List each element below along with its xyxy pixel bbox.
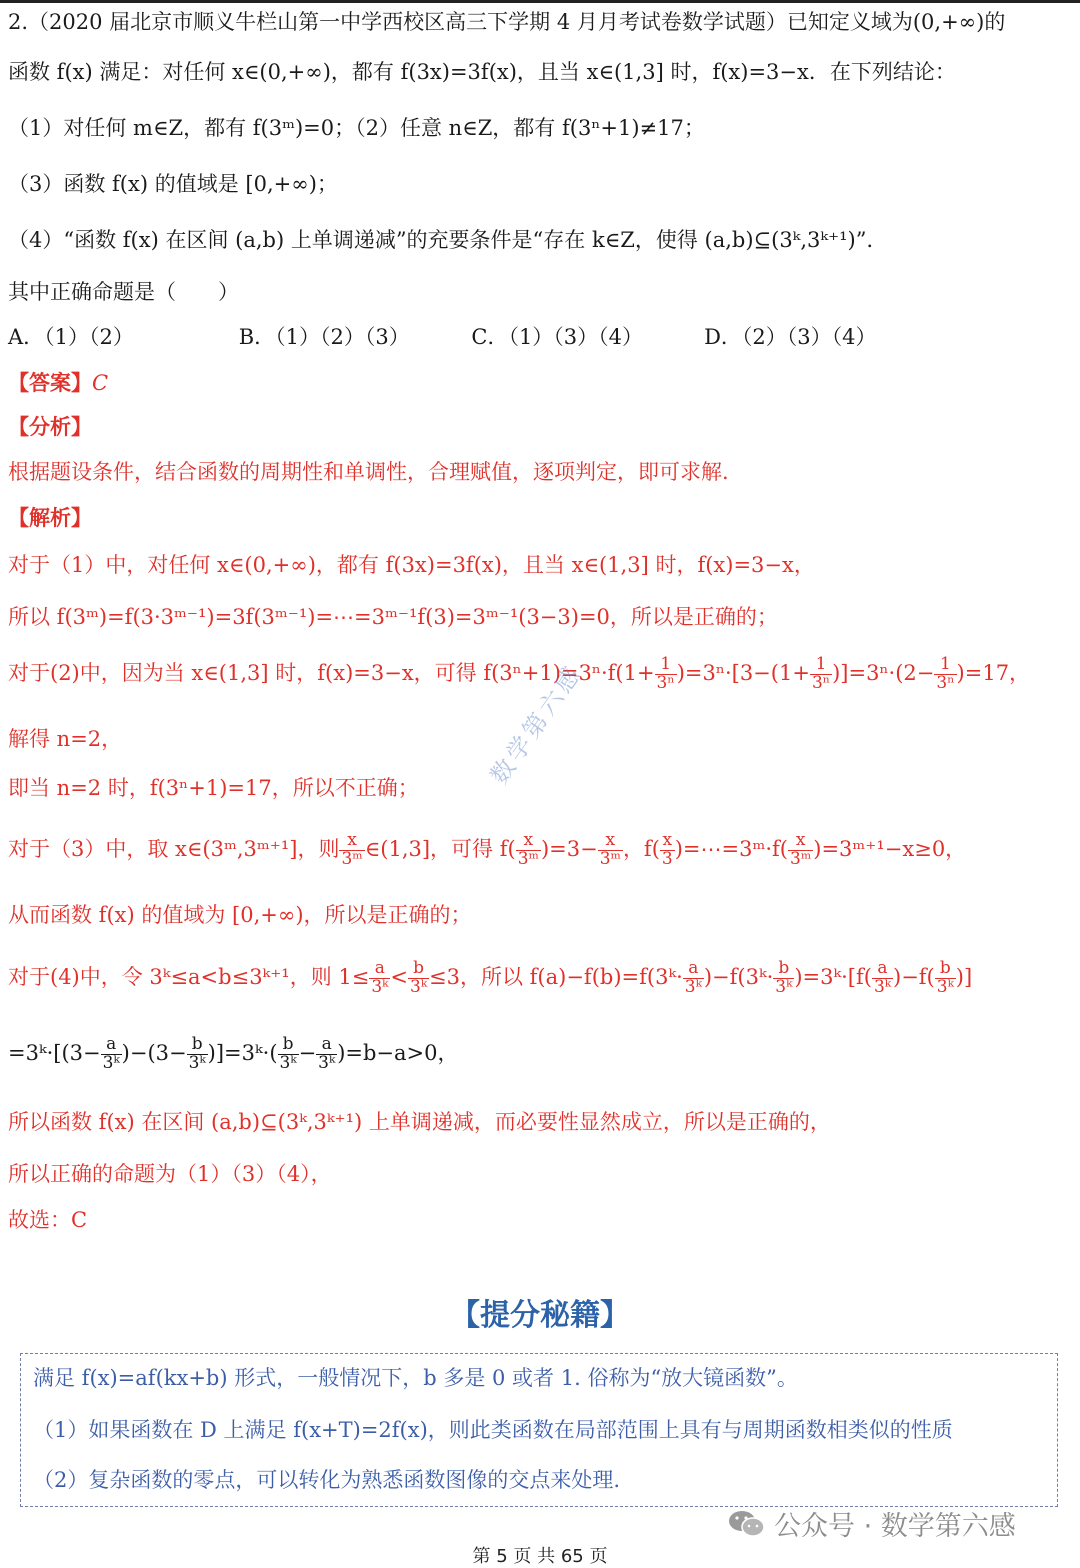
fraction: $\frac{a}{\text{3ᵏ}}$ (684, 958, 702, 997)
solution-line-1: 对于（1）中，对任何 x∈(0,+∞)，都有 f(3x)=3f(x)，且当 x∈(1,3] 时，f(x)=3−x， (8, 553, 815, 577)
fraction: $\frac{a}{\text{3ᵏ}}$ (371, 958, 389, 997)
question-line-4: （3）函数 f(x) 的值域是 [0,+∞)； (8, 172, 338, 196)
fraction: $\frac{b}{\text{3ᵏ}}$ (410, 958, 428, 997)
fraction: $\frac{b}{\text{3ᵏ}}$ (279, 1034, 297, 1073)
question-line-3: （1）对任何 m∈Z，都有 f(3ᵐ)=0；（2）任意 n∈Z，都有 f(3ⁿ+1)≠17； (8, 116, 705, 140)
top-rule (0, 0, 1080, 3)
tips-title: 【提分秘籍】 (450, 1298, 630, 1333)
question-line-6: 其中正确命题是（ ） (8, 280, 239, 304)
solution-line-5: 即当 n=2 时，f(3ⁿ+1)=17，所以不正确； (8, 776, 419, 800)
tip-line-2: （1）如果函数在 D 上满足 f(x+T)=2f(x)，则此类函数在局部范围上具有与周期函数相类似的性质 (33, 1418, 953, 1442)
tip-line-1: 满足 f(x)=af(kx+b) 形式，一般情况下，b 多是 0 或者 1. 俗称为“放大镜函数”。 (33, 1366, 798, 1390)
answer-row (8, 370, 108, 396)
analysis-text: 根据题设条件，结合函数的周期性和单调性，合理赋值，逐项判定，即可求解. (8, 460, 729, 484)
fraction: $\frac{1}{\text{3ⁿ}}$ (936, 654, 955, 693)
option-c: C．（1）（3）（4） (471, 325, 644, 349)
solution-line-7: 从而函数 f(x) 的值域为 [0,+∞)，所以是正确的； (8, 903, 472, 927)
tips-box (20, 1353, 1058, 1507)
solution-line-4: 解得 n=2， (8, 727, 123, 751)
fraction: $\frac{x}{3}$ (661, 830, 673, 869)
fraction: $\frac{b}{\text{3ᵏ}}$ (775, 958, 793, 997)
question-line-5: （4）“函数 f(x) 在区间 (a,b) 上单调递减”的充要条件是“存在 k∈Z，使得 (a,b)⊆(3ᵏ,3ᵏ⁺¹)”． (8, 228, 888, 252)
option-a: A．（1）（2） (8, 325, 134, 349)
wechat-icon (728, 1509, 766, 1546)
watermark-text: 数学第六感 (484, 658, 589, 790)
solution-label: 【解析】 (8, 505, 92, 530)
solution-line-8: 对于(4)中，令 3ᵏ≤a<b≤3ᵏ⁺¹，则 1≤ $\frac{a}{\text{3ᵏ}}$ < $\frac{b}{\text{3ᵏ}}$ ≤3，所以 f(a)−f(b)=f(3ᵏ· $\frac{a}{\text{3ᵏ}}$ )−f(3ᵏ· $\frac{b}{\text{3ᵏ}}$ )=3ᵏ·[f( $\frac{a}{\text{3ᵏ}}$ )−f( $\frac{b}{\text{3ᵏ}}$ )] (8, 958, 973, 997)
solution-line-11: 所以正确的命题为（1）（3）（4）， (8, 1162, 332, 1186)
question-line-2: 函数 f(x) 满足：对任何 x∈(0,+∞)，都有 f(3x)=3f(x)，且当 x∈(1,3] 时，f(x)=3−x．在下列结论： (8, 60, 956, 84)
page-footer: 第 5 页 共 65 页 (472, 1546, 608, 1567)
fraction: $\frac{a}{\text{3ᵏ}}$ (318, 1034, 336, 1073)
fraction: $\frac{x}{\text{3ᵐ}}$ (517, 830, 539, 869)
fraction: $\frac{a}{\text{3ᵏ}}$ (102, 1034, 120, 1073)
fraction: $\frac{1}{\text{3ⁿ}}$ (656, 654, 675, 693)
solution-line-6: 对于（3）中，取 x∈(3ᵐ,3ᵐ⁺¹]，则 $\frac{x}{\text{3ᵐ}}$ ∈(1,3]，可得 f( $\frac{x}{\text{3ᵐ}}$ )=3− $\frac{x}{\text{3ᵐ}}$ ，f( $\frac{x}{3}$ )=⋯=3ᵐ·f( $\frac{x}{\text{3ᵐ}}$ )=3ᵐ⁺¹−x≥0， (8, 830, 967, 869)
options-row (8, 325, 876, 350)
solution-line-10: 所以函数 f(x) 在区间 (a,b)⊆(3ᵏ,3ᵏ⁺¹) 上单调递减，而必要性显然成立，所以是正确的， (8, 1110, 831, 1134)
fraction: $\frac{b}{\text{3ᵏ}}$ (936, 958, 954, 997)
fraction: $\frac{a}{\text{3ᵏ}}$ (873, 958, 891, 997)
answer-label: 【答案】 (8, 370, 92, 395)
fraction: $\frac{x}{\text{3ᵐ}}$ (790, 830, 812, 869)
solution-line-2: 所以 f(3ᵐ)=f(3·3ᵐ⁻¹)=3f(3ᵐ⁻¹)=⋯=3ᵐ⁻¹f(3)=3ᵐ⁻¹(3−3)=0，所以是正确的； (8, 605, 778, 629)
answer-value: C (92, 371, 109, 395)
solution-line-3: 对于(2)中，因为当 x∈(1,3] 时，f(x)=3−x，可得 f(3ⁿ+1)=3ⁿ·f(1+ $\frac{1}{\text{3ⁿ}}$ )=3ⁿ·[3−(1+ $\frac{1}{\text{3ⁿ}}$ )]=3ⁿ·(2− $\frac{1}{\text{3ⁿ}}$ )=17， (8, 654, 1031, 693)
brand-credit (728, 1504, 1016, 1546)
question-line-1: 2.（2020 届北京市顺义牛栏山第一中学西校区高三下学期 4 月月考试卷数学试题）已知定义域为(0,+∞)的 (8, 10, 1006, 34)
fraction: $\frac{x}{\text{3ᵐ}}$ (599, 830, 621, 869)
option-d: D．（2）（3）（4） (704, 325, 877, 349)
brand-text: 公众号 · 数学第六感 (774, 1511, 1016, 1542)
fraction: $\frac{1}{\text{3ⁿ}}$ (811, 654, 831, 693)
fraction: $\frac{x}{\text{3ᵐ}}$ (341, 830, 363, 869)
solution-line-9: =3ᵏ·[(3− $\frac{a}{\text{3ᵏ}}$ )−(3− $\frac{b}{\text{3ᵏ}}$ )]=3ᵏ·( $\frac{b}{\text{3ᵏ}}$ − $\frac{a}{\text{3ᵏ}}$ )=b−a>0， (8, 1034, 459, 1073)
option-b: B．（1）（2）（3） (238, 325, 410, 349)
solution-line-12: 故选：C (8, 1208, 88, 1232)
fraction: $\frac{b}{\text{3ᵏ}}$ (188, 1034, 206, 1073)
tip-line-3: （2）复杂函数的零点，可以转化为熟悉函数图像的交点来处理. (33, 1468, 621, 1492)
analysis-label: 【分析】 (8, 414, 92, 439)
